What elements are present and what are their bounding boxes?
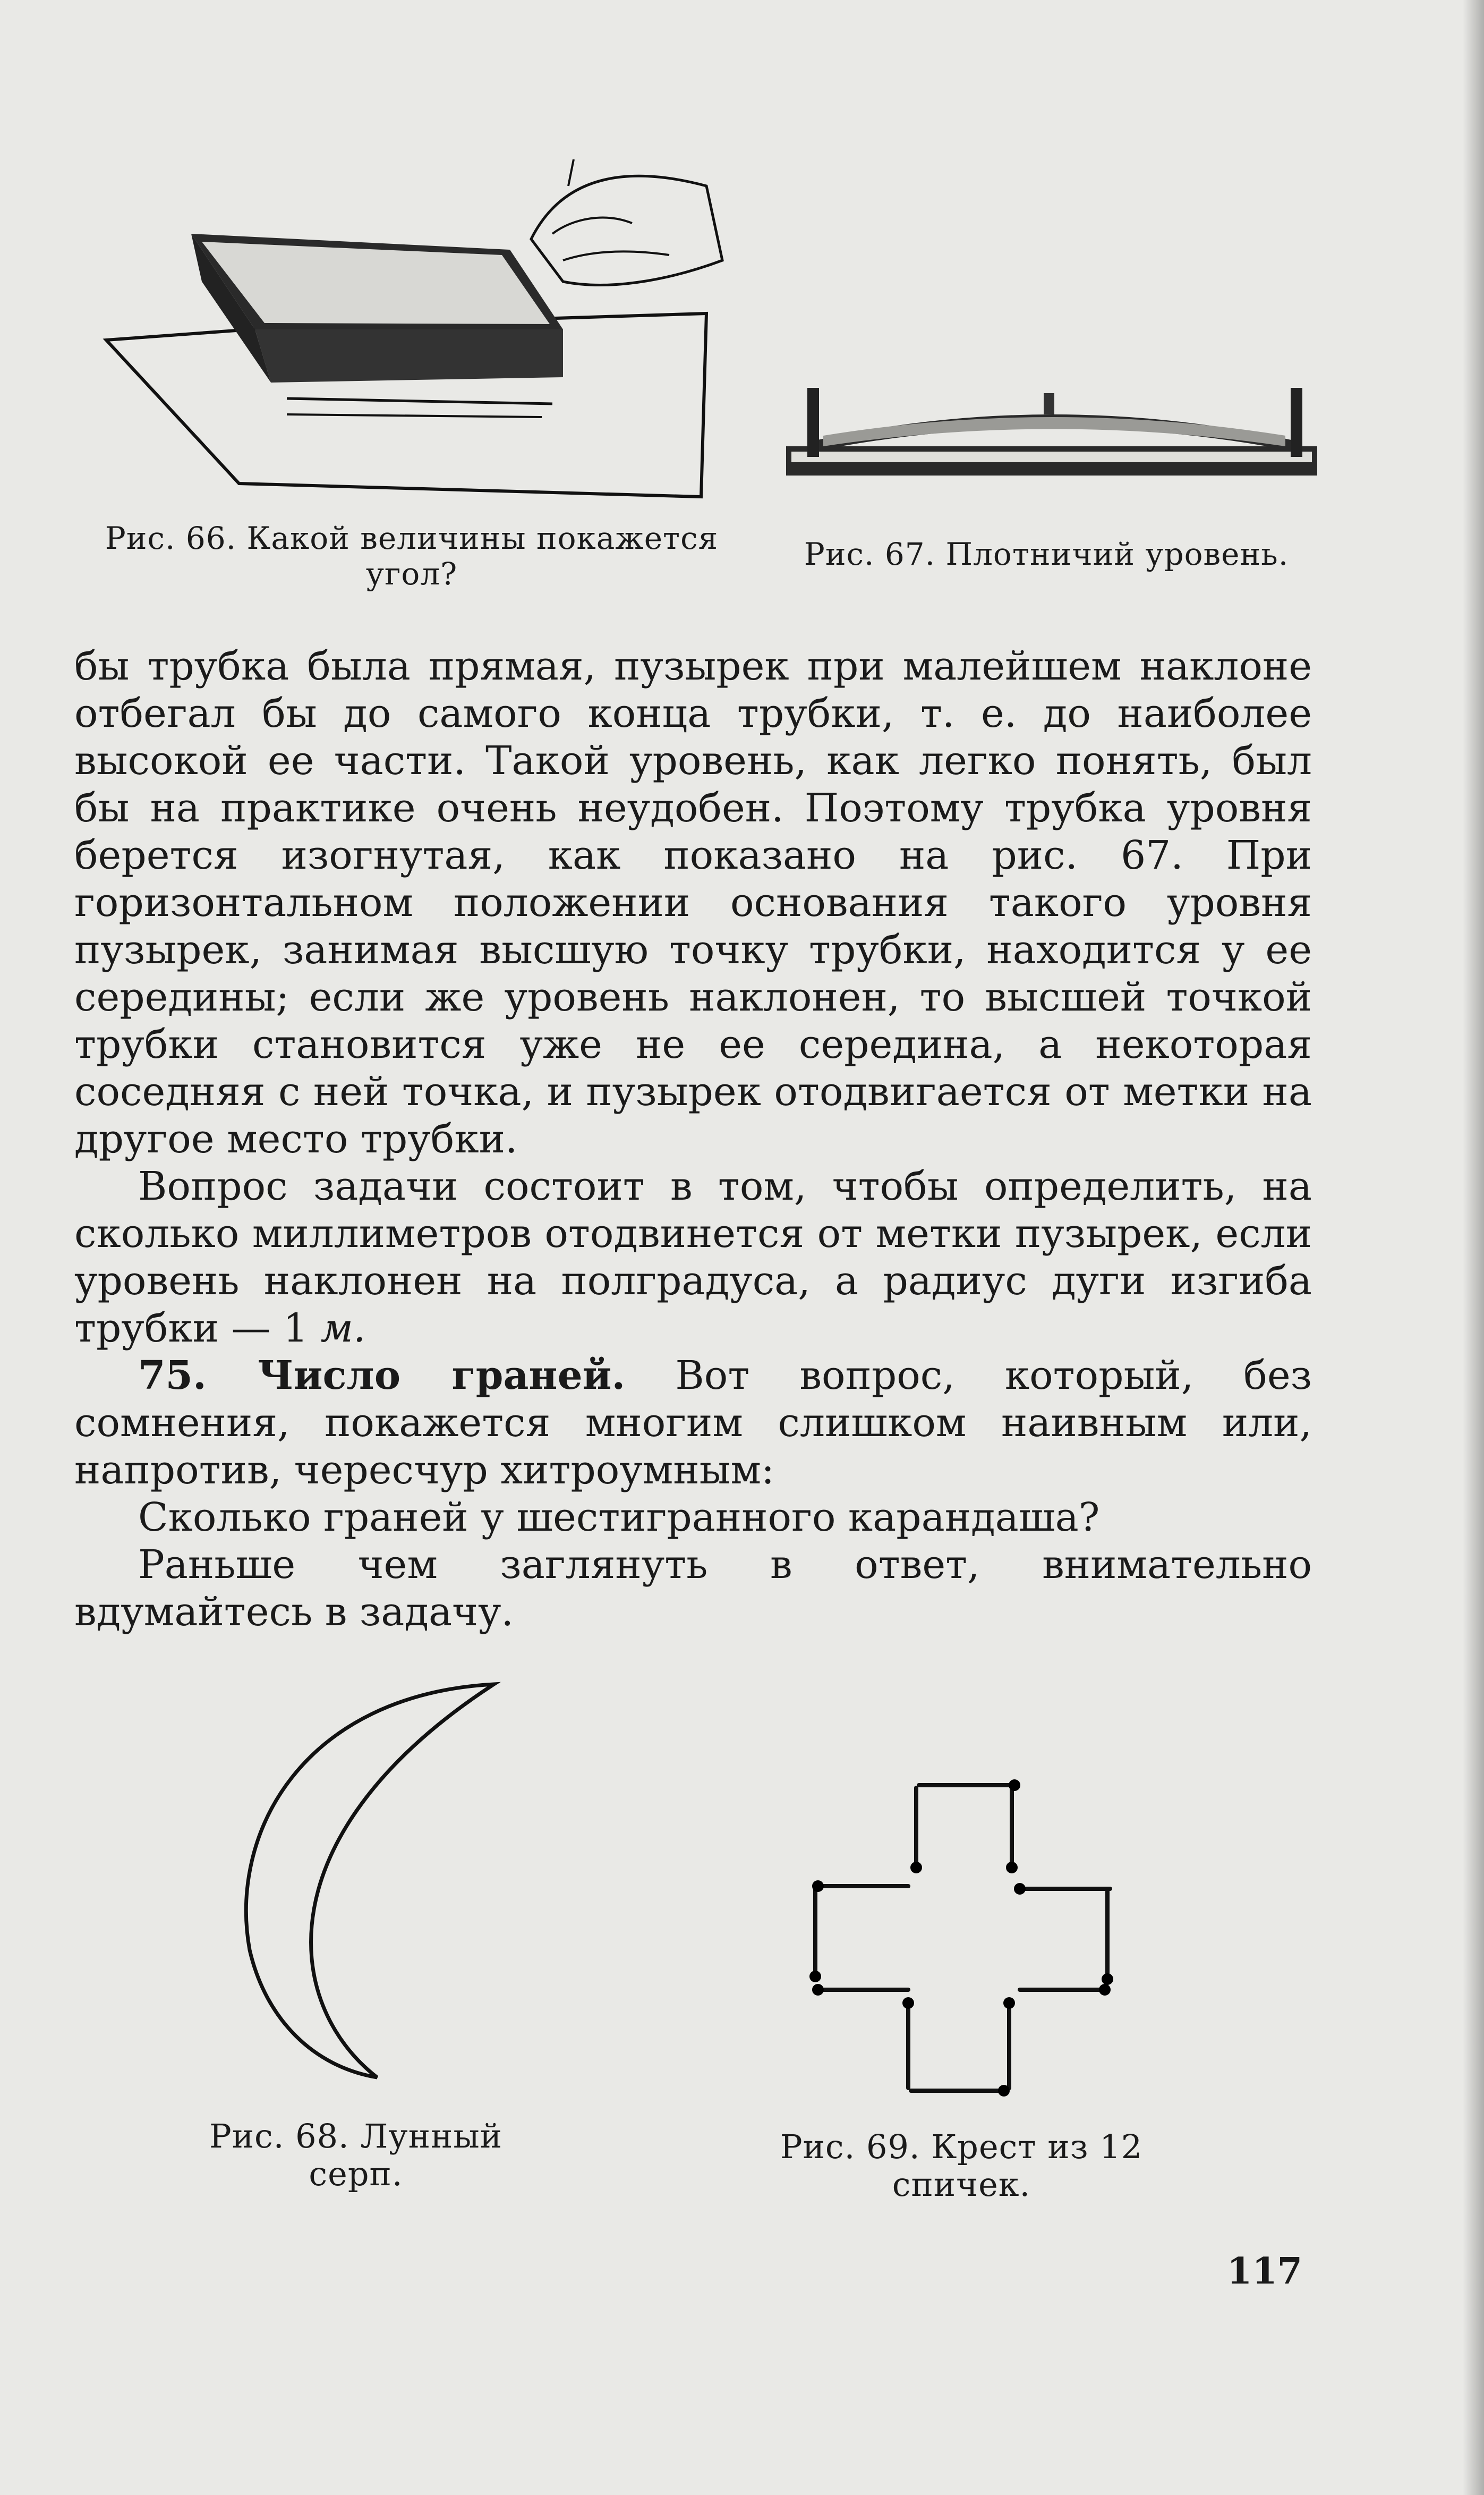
- figure-66-book-angle: [96, 154, 733, 505]
- figure-67-carpenter-level: [786, 367, 1323, 489]
- figure-69-caption: Рис. 69. Крест из 12 спичек.: [780, 2127, 1143, 2204]
- body-text: [74, 643, 1312, 1636]
- paragraph-level-explanation: бы трубка была прямая, пузырек при малейшем наклоне отбегал бы до самого конца трубки, т. е. до наиболее высокой ее части. Такой уровень, как легко понять, был бы на практике очень неудобен. Поэтому трубка уровня берется изогнутая, как показано на рис. 67. При горизонтальном положении основания такого уровня пузырек, занимая высшую точку трубки, находится у ее середины; если же уровень наклонен, то высшей точкой трубки становится уже не ее середина, а некоторая соседняя с ней точка, и пузырек отодвигается от метки на другое место трубки.: [74, 643, 1312, 1162]
- unit-metre: м.: [320, 1305, 366, 1351]
- paragraph-advice: Раньше чем заглянуть в ответ, внимательно вдумайтесь в задачу.: [74, 1542, 1312, 1635]
- figure-67-caption: Рис. 67. Плотничий уровень.: [804, 536, 1289, 572]
- figure-68-crescent-moon: [218, 1674, 515, 2088]
- paragraph-question: [74, 1163, 1312, 1352]
- problem-75-text: Вот вопрос, который, без сомнения, покажется многим слишком наивным или, напротив, чересчур хитроумным:: [74, 1353, 1312, 1493]
- figure-69-match-cross: [802, 1775, 1126, 2104]
- page-number: 117: [1227, 2250, 1302, 2293]
- problem-75: [74, 1352, 1312, 1494]
- figure-68-caption: Рис. 68. Лунный серп.: [209, 2117, 503, 2194]
- paragraph-question-text: Вопрос задачи состоит в том, чтобы определить, на сколько миллиметров отодвинется от метки пузырек, если уровень наклонен на полградуса, а радиус дуги изгиба трубки — 1: [74, 1164, 1312, 1351]
- paragraph-pencil-question: Сколько граней у шестигранного карандаша?: [138, 1495, 1100, 1540]
- page-edge-shadow: [1463, 0, 1484, 2495]
- problem-75-heading: 75. Число граней.: [138, 1353, 626, 1398]
- figure-66-caption: Рис. 66. Какой величины покажется угол?: [105, 520, 719, 592]
